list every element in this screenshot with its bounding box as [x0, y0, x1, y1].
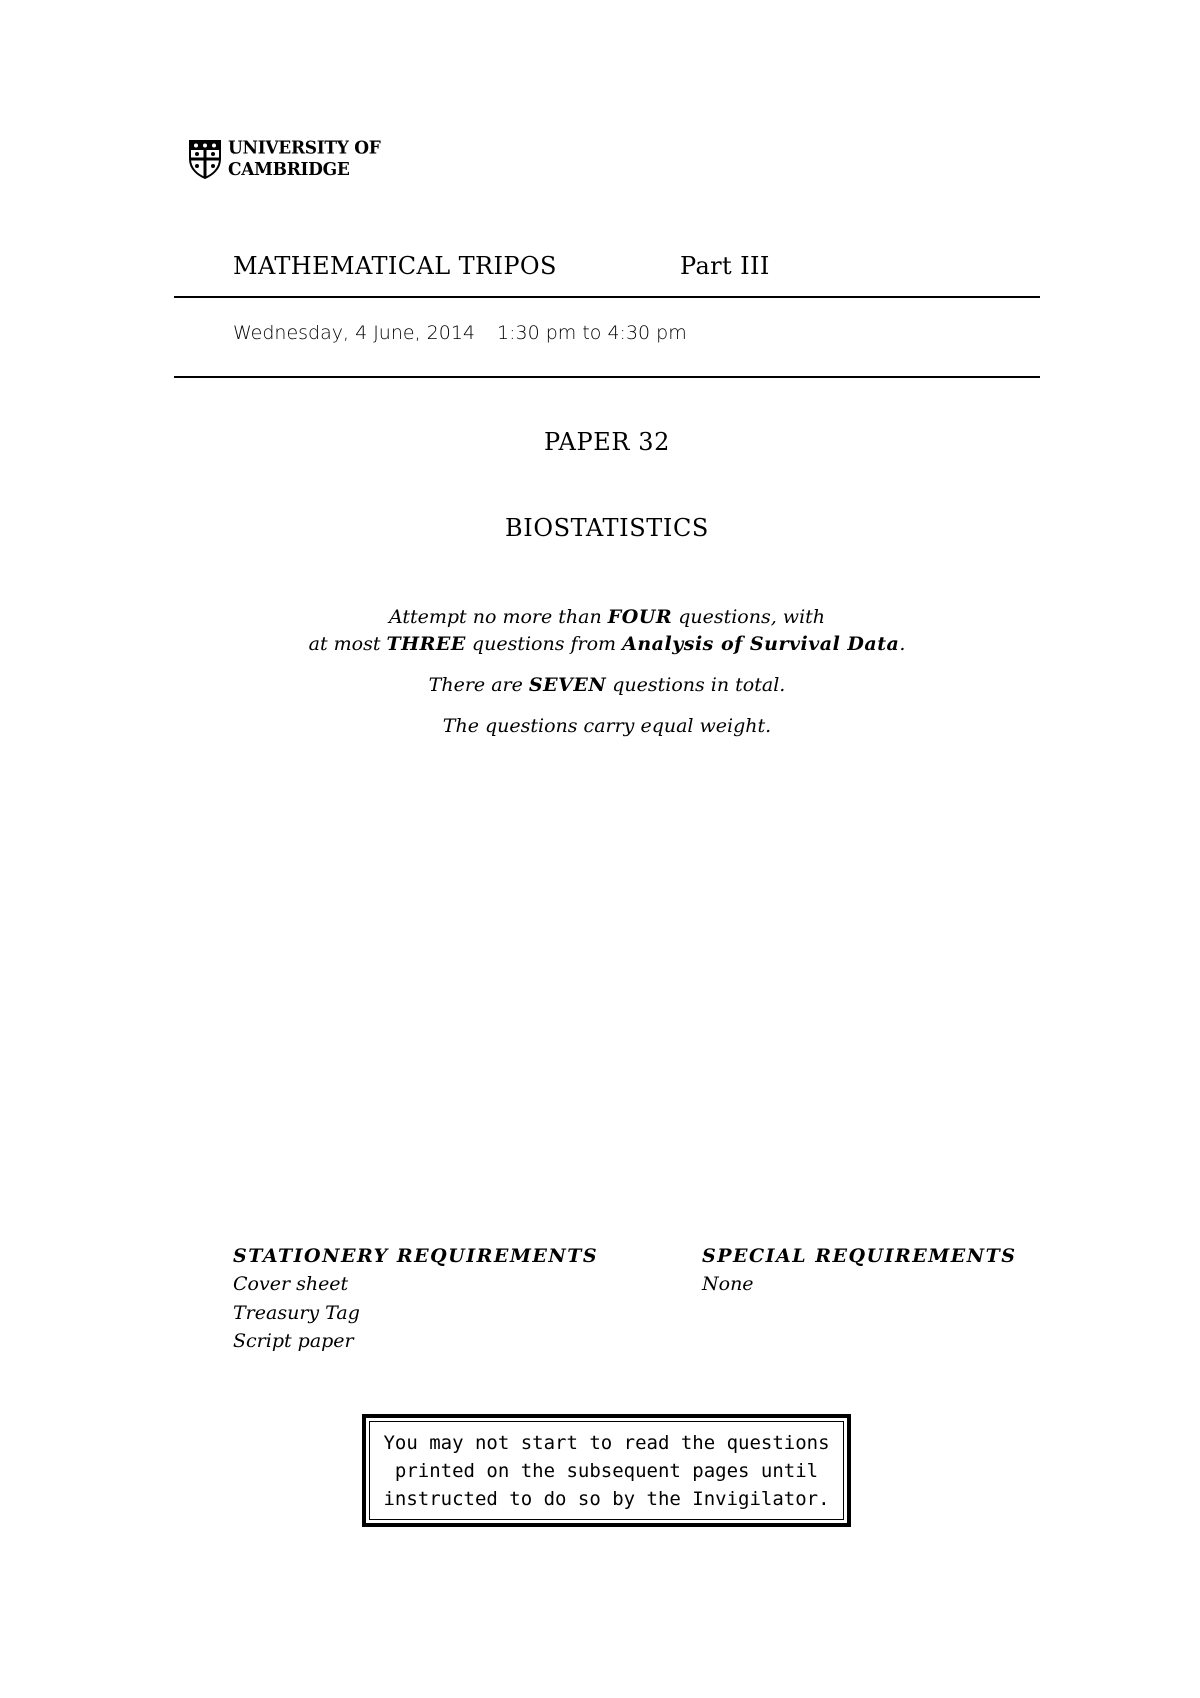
- header-rule-bottom: [174, 376, 1040, 378]
- instruction-emphasis: THREE: [386, 633, 466, 655]
- header-rule-top: [174, 296, 1040, 298]
- instruction-line-4: The questions carry equal weight.: [442, 715, 772, 737]
- stationery-requirements-list: [233, 1273, 360, 1359]
- notice-line-2: printed on the subsequent pages until: [394, 1459, 819, 1482]
- coat-of-arms-icon: [188, 139, 222, 179]
- exam-date-time: [233, 322, 687, 344]
- list-item: Treasury Tag: [233, 1301, 360, 1324]
- instruction-text: at most: [308, 633, 387, 655]
- instruction-text: questions, with: [672, 606, 826, 628]
- instruction-line-2: [0, 633, 1200, 655]
- notice-line-3: instructed to do so by the Invigilator.: [383, 1487, 830, 1510]
- instruction-emphasis: FOUR: [607, 606, 673, 628]
- instruction-text: questions from: [465, 633, 623, 655]
- wordmark-line2: CAMBRIDGE: [228, 159, 350, 180]
- list-item: None: [702, 1273, 754, 1295]
- instruction-line-1: [0, 606, 1200, 628]
- list-item: Script paper: [233, 1330, 354, 1352]
- exam-part: Part III: [680, 252, 770, 280]
- instruction-line-3: [0, 674, 1200, 696]
- paper-subject: BIOSTATISTICS: [505, 514, 709, 542]
- exam-date: Wednesday, 4 June, 2014: [233, 322, 476, 344]
- list-item: Cover sheet: [233, 1273, 349, 1295]
- notice-line-1: You may not start to read the questions: [383, 1431, 830, 1454]
- instruction-emphasis: SEVEN: [528, 674, 607, 696]
- special-requirements-list: [702, 1273, 754, 1295]
- invigilator-notice-box: [362, 1414, 851, 1527]
- university-logo: [188, 137, 381, 181]
- wordmark-line1: UNIVERSITY OF: [228, 138, 381, 159]
- instruction-text: .: [899, 633, 906, 655]
- paper-number: PAPER 32: [544, 428, 670, 456]
- stationery-requirements-heading: STATIONERY REQUIREMENTS: [233, 1245, 599, 1267]
- university-wordmark: [228, 138, 381, 180]
- invigilator-notice: [369, 1421, 844, 1520]
- exam-time: 1:30 pm to 4:30 pm: [497, 322, 687, 344]
- instruction-text: Attempt no more than: [388, 606, 608, 628]
- exam-title: MATHEMATICAL TRIPOS: [233, 252, 557, 280]
- instruction-text: There are: [428, 674, 529, 696]
- special-requirements-heading: SPECIAL REQUIREMENTS: [702, 1245, 1017, 1267]
- instruction-text: questions in total.: [606, 674, 786, 696]
- instruction-emphasis: Analysis of Survival Data: [622, 633, 900, 655]
